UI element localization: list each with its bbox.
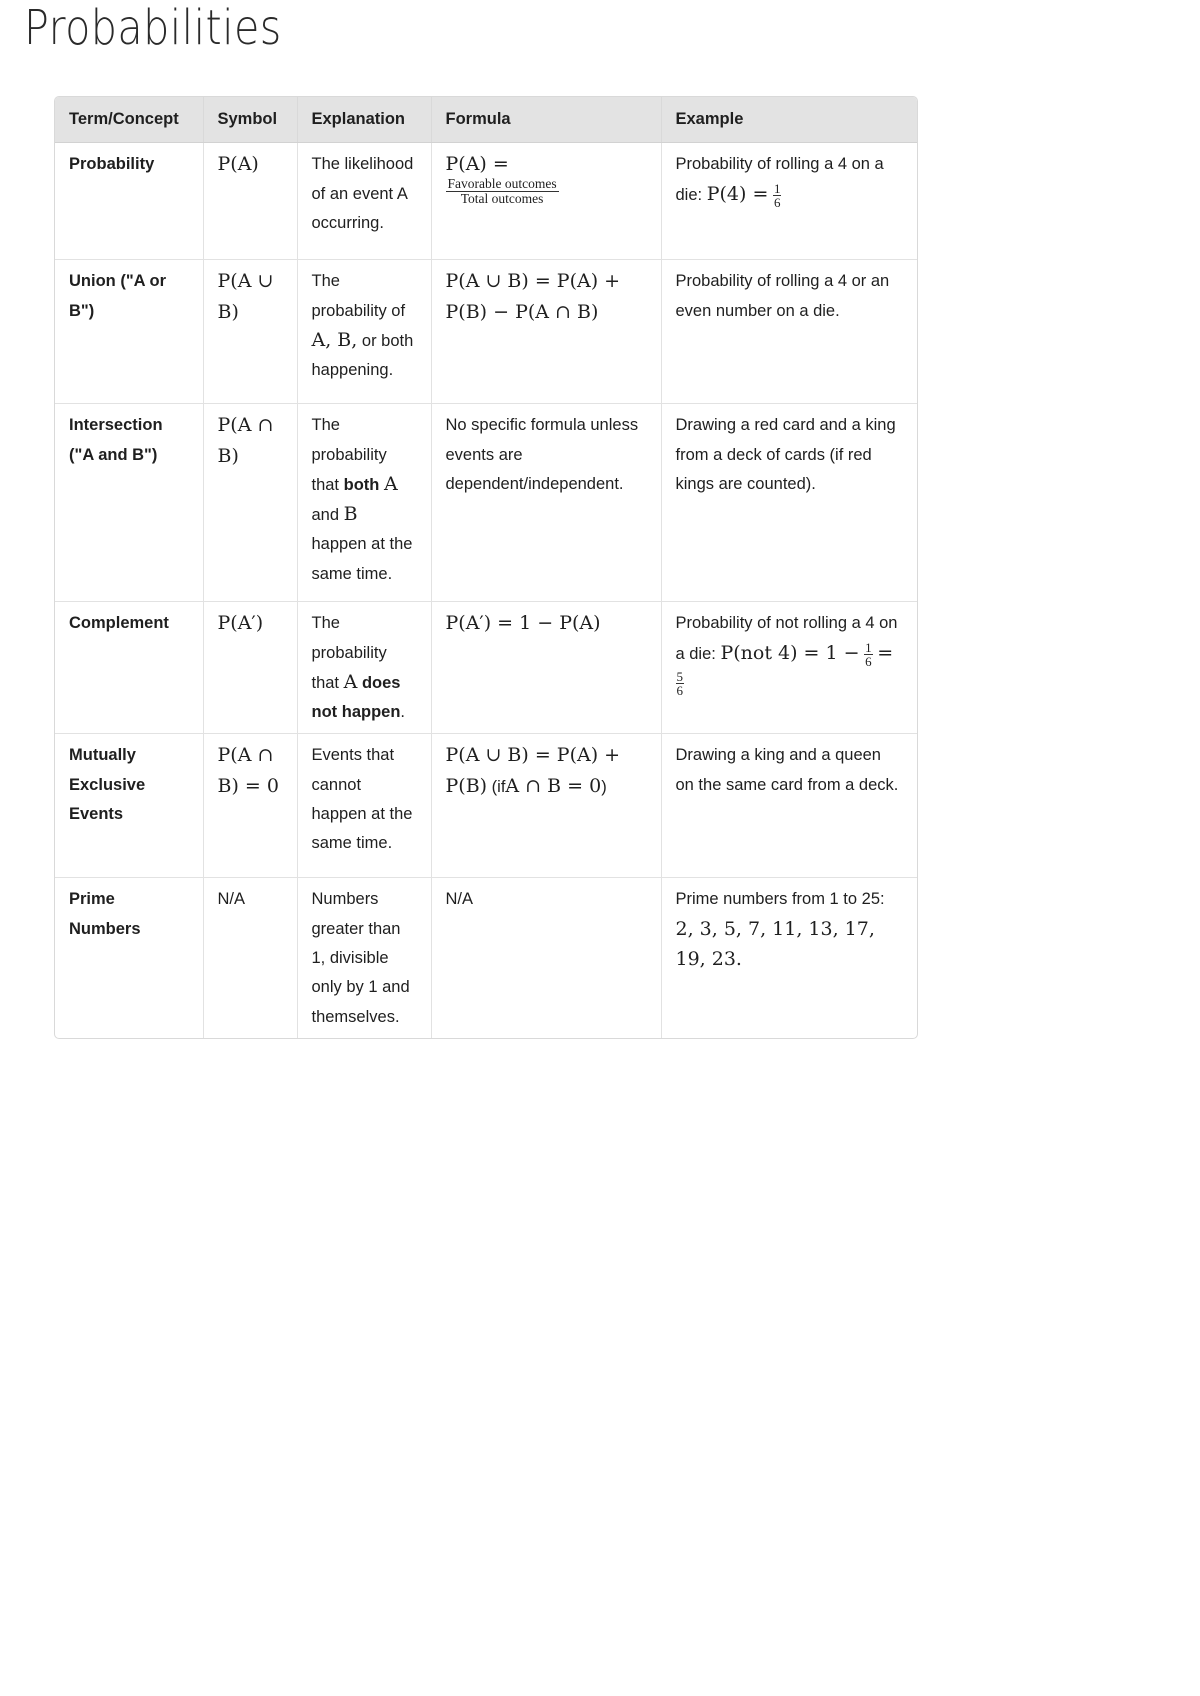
table-row — [55, 404, 917, 602]
table-row — [55, 734, 917, 878]
symbol-cell — [203, 734, 297, 878]
example-cell: Drawing a red card and a king from a deck of cards (if red kings are counted). — [661, 404, 917, 602]
example-fraction-1 — [864, 641, 873, 668]
explanation-math-a: A — [383, 472, 398, 495]
fraction-denominator: Total outcomes — [460, 190, 544, 206]
page-title: Probabilities — [24, 0, 282, 56]
formula-cell — [431, 143, 661, 260]
formula-math-condition: A ∩ B = 0 — [505, 774, 602, 797]
term-cell: Probability — [55, 143, 203, 260]
example-math: 2, 3, 5, 7, 11, 13, 17, 19, 23. — [675, 917, 875, 971]
symbol-cell — [203, 404, 297, 602]
example-text: Prime numbers from 1 to 25: — [675, 890, 885, 909]
header-explanation: Explanation — [297, 97, 431, 143]
explanation-text: The probability that — [311, 416, 387, 494]
header-symbol: Symbol — [203, 97, 297, 143]
example-text: Probability of rolling a 4 on a die: — [675, 155, 884, 204]
formula-text: (if — [491, 777, 506, 796]
table-row — [55, 143, 917, 260]
fraction-denominator: 6 — [773, 194, 781, 210]
formula-math: P(A′) = 1 − P(A) — [445, 612, 601, 635]
formula-close: ) — [601, 777, 607, 796]
symbol-cell — [203, 143, 297, 260]
explanation-math: A, B, — [311, 328, 358, 351]
example-equals: = — [877, 641, 894, 664]
header-formula: Formula — [431, 97, 661, 143]
term-cell: Mutually Exclusive Events — [55, 734, 203, 878]
symbol-math: P(A ∪ B) — [217, 270, 274, 323]
formula-cell: N/A — [431, 878, 661, 1038]
example-cell — [661, 143, 917, 260]
formula-fraction — [446, 177, 559, 206]
example-cell — [661, 878, 917, 1038]
table-row — [55, 602, 917, 734]
example-cell: Drawing a king and a queen on the same card from a deck. — [661, 734, 917, 878]
symbol-math: P(A′) — [217, 612, 264, 635]
fraction-numerator: 5 — [676, 669, 683, 685]
term-cell: Complement — [55, 602, 203, 734]
example-math: P(not 4) = 1 − — [720, 641, 860, 664]
formula-cell — [431, 734, 661, 878]
symbol-math: P(A) — [217, 153, 259, 176]
explanation-cell — [297, 602, 431, 734]
example-cell: Probability of rolling a 4 or an even number on a die. — [661, 260, 917, 404]
fraction-numerator: 1 — [865, 639, 872, 655]
formula-cell: No specific formula unless events are dependent/independent. — [431, 404, 661, 602]
explanation-bold: both — [343, 475, 380, 494]
explanation-text: The probability that — [311, 614, 387, 692]
explanation-period: . — [400, 703, 405, 722]
table-row — [55, 878, 917, 1038]
example-fraction-2 — [676, 670, 685, 697]
symbol-cell — [203, 602, 297, 734]
example-math: P(4) = — [706, 182, 769, 205]
explanation-math-b: B — [343, 503, 358, 526]
explanation-text: and — [311, 506, 340, 525]
table-header-row — [55, 97, 917, 143]
symbol-cell — [203, 260, 297, 404]
explanation-math: A — [343, 670, 358, 693]
explanation-cell: Events that cannot happen at the same time. — [297, 734, 431, 878]
example-cell — [661, 602, 917, 734]
formula-cell — [431, 602, 661, 734]
header-example: Example — [661, 97, 917, 143]
explanation-bold: does not happen — [311, 673, 401, 722]
formula-math: P(A ∪ B) = P(A) + P(B) − P(A ∩ B) — [445, 270, 621, 323]
explanation-cell: Numbers greater than 1, divisible only by 1 and themselves. — [297, 878, 431, 1038]
table-row — [55, 260, 917, 404]
fraction-denominator: 6 — [865, 653, 872, 669]
explanation-text: happen at the same time. — [311, 535, 413, 583]
example-text: Probability of not rolling a 4 on a die: — [675, 614, 898, 663]
probability-table — [54, 96, 918, 1039]
explanation-cell — [297, 404, 431, 602]
explanation-cell: The likelihood of an event A occurring. — [297, 143, 431, 260]
term-cell: Union ("A or B") — [55, 260, 203, 404]
explanation-text: or both happening. — [311, 331, 414, 380]
explanation-text: The probability of — [311, 272, 406, 320]
formula-cell — [431, 260, 661, 404]
explanation-cell — [297, 260, 431, 404]
term-cell: Prime Numbers — [55, 878, 203, 1038]
fraction-denominator: 6 — [676, 683, 683, 699]
term-cell: Intersection ("A and B") — [55, 404, 203, 602]
fraction-numerator: 1 — [773, 180, 781, 196]
symbol-cell: N/A — [203, 878, 297, 1038]
fraction-numerator: Favorable outcomes — [447, 175, 557, 191]
symbol-math: P(A ∩ B) = 0 — [217, 744, 279, 797]
formula-math: P(A ∪ B) = P(A) + P(B) — [445, 744, 621, 797]
formula-lhs: P(A) = — [445, 153, 509, 176]
example-fraction — [773, 182, 782, 209]
symbol-math: P(A ∩ B) — [217, 414, 274, 467]
header-term: Term/Concept — [55, 97, 203, 143]
